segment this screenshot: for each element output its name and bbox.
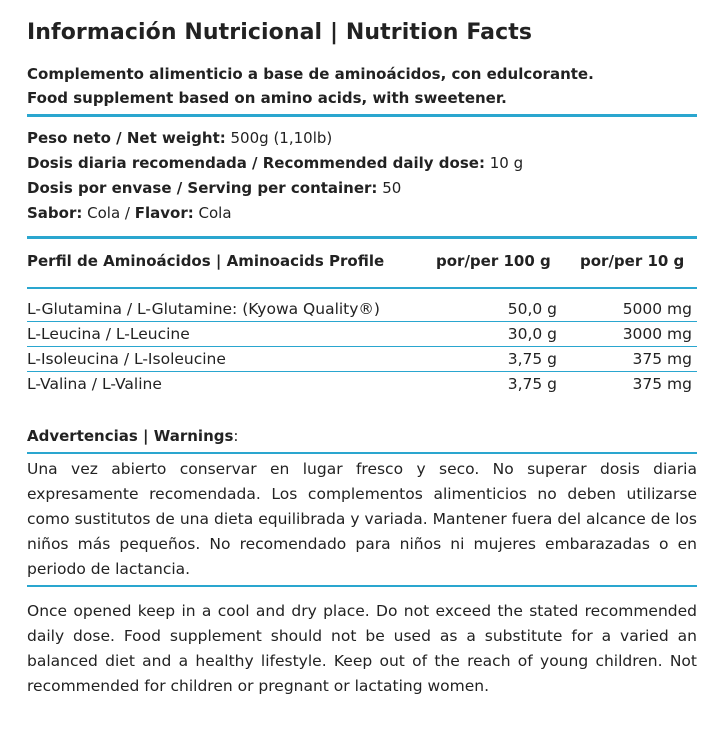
net-weight-value: 500g (1,10lb) — [225, 129, 333, 147]
net-weight-row — [27, 126, 523, 151]
divider — [27, 287, 697, 289]
warnings-heading — [27, 427, 238, 445]
table-row — [27, 372, 697, 396]
flavor-row — [27, 201, 523, 226]
daily-dose-label: Dosis diaria recomendada / Recommended daily dose: — [27, 154, 485, 172]
amino-per10: 375 mg — [632, 350, 692, 368]
divider — [27, 236, 697, 239]
amino-per10: 5000 mg — [622, 300, 692, 318]
table-row — [27, 347, 697, 372]
divider — [27, 585, 697, 587]
warnings-text-es: Una vez abierto conservar en lugar fresco y seco. No superar dosis diaria expresamente recomendada. Los complementos alimenticios no deben utilizarse como sustitutos de una dieta equilibrada y variada. Mantener fuera del alcance de los niños más pequeños. No recomendado para niños ni mujeres embarazadas o en periodo de lactancia. — [27, 460, 697, 578]
warnings-title: Advertencias | Warnings — [27, 427, 234, 445]
amino-name: L-Valina / L-Valine — [27, 375, 162, 393]
description-es: Complemento alimenticio a base de aminoácidos, con edulcorante. — [27, 65, 594, 83]
amino-per100: 50,0 g — [507, 300, 557, 318]
amino-per10: 3000 mg — [622, 325, 692, 343]
amino-name: L-Leucina / L-Leucine — [27, 325, 190, 343]
warnings-text-en: Once opened keep in a cool and dry place. Do not exceed the stated recommended daily dose. Food supplement should not be used as a substitute for a varied an balanced diet and a healthy lifestyle. Keep out of the reach of young children. Not recommended for children or pregnant or lactating women. — [27, 602, 697, 695]
amino-header-per100: por/per 100 g — [436, 252, 551, 270]
product-description — [27, 62, 594, 110]
flavor-value-en: Cola — [193, 204, 232, 222]
flavor-label-es: Sabor: — [27, 204, 83, 222]
table-row — [27, 297, 697, 322]
daily-dose-row — [27, 151, 523, 176]
flavor-label-en: Flavor: — [134, 204, 194, 222]
page-title: Información Nutricional | Nutrition Facts — [27, 20, 533, 45]
warnings-colon: : — [233, 427, 239, 445]
daily-dose-value: 10 g — [484, 154, 524, 172]
table-row — [27, 322, 697, 347]
amino-per100: 3,75 g — [507, 375, 557, 393]
amino-per100: 3,75 g — [507, 350, 557, 368]
flavor-value-es: Cola / — [82, 204, 135, 222]
product-meta — [27, 126, 523, 226]
amino-per100: 30,0 g — [507, 325, 557, 343]
servings-row — [27, 176, 523, 201]
amino-name: L-Glutamina / L-Glutamine: (Kyowa Quality®) — [27, 300, 380, 318]
servings-label: Dosis por envase / Serving per container: — [27, 179, 378, 197]
amino-table-header — [27, 252, 697, 274]
amino-per10: 375 mg — [632, 375, 692, 393]
description-en: Food supplement based on amino acids, with sweetener. — [27, 89, 507, 107]
servings-value: 50 — [377, 179, 402, 197]
divider — [27, 452, 697, 454]
amino-name: L-Isoleucina / L-Isoleucine — [27, 350, 226, 368]
amino-table — [27, 297, 697, 396]
divider — [27, 114, 697, 117]
amino-header-per10: por/per 10 g — [580, 252, 685, 270]
amino-header-name: Perfil de Aminoácidos | Aminoacids Profile — [27, 252, 385, 270]
net-weight-label: Peso neto / Net weight: — [27, 129, 226, 147]
